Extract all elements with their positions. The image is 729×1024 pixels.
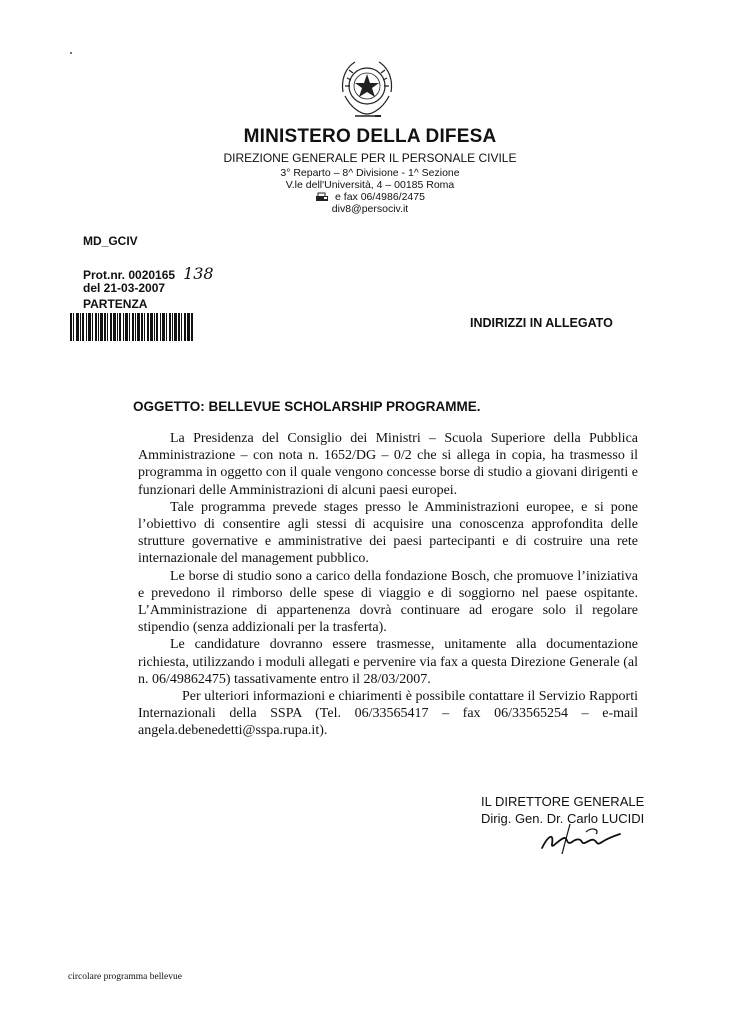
office-code: MD_GCIV [83, 234, 138, 248]
fax-number: e fax 06/4986/2475 [335, 191, 425, 203]
signatory-name: Dirig. Gen. Dr. Carlo LUCIDI [481, 811, 645, 826]
letter-body [138, 430, 638, 740]
scan-speck [70, 52, 72, 54]
protocol-date: del 21-03-2007 [83, 281, 166, 295]
protocol-direction: PARTENZA [83, 297, 148, 311]
fax-icon [315, 192, 329, 202]
barcode-icon [70, 313, 194, 341]
ministry-title: MINISTERO DELLA DIFESA [243, 126, 497, 147]
subject-line: OGGETTO: BELLEVUE SCHOLARSHIP PROGRAMME. [133, 399, 481, 414]
signatory-title: IL DIRETTORE GENERALE [481, 794, 645, 809]
body-paragraph: Le candidature dovranno essere trasmesse, unitamente alla documentazione richiesta, utilizzando i moduli allegati e pervenire via fax a questa Direzione Generale (al n. 06/49862475) tassativamente entro il 28/03/2007. [138, 637, 638, 687]
handwritten-signature-icon [540, 818, 640, 858]
footer-filename: circolare programma bellevue [68, 972, 182, 982]
address-line: V.le dell'Università, 4 – 00185 Roma [285, 179, 455, 191]
protocol-number-text: Prot.nr. 0020165 [83, 268, 176, 282]
recipients-label: INDIRIZZI IN ALLEGATO [470, 316, 613, 330]
body-paragraph: Tale programma prevede stages presso le Amministrazioni europee, e si pone l’obiettivo di consentire agli stessi di acquisire una conoscenza approfondita delle strutture governative e amministrative dei paesi partecipanti e di costruire una rete internazionale del management pubblico. [138, 499, 638, 567]
italian-republic-emblem-icon [335, 56, 399, 122]
body-paragraph: Le borse di studio sono a carico della fondazione Bosch, che promuove l’iniziativa e prevedono il rimborso delle spese di viaggio e di soggiorno nel paese ospitante. L’Amministrazione di appartenenza dovrà continuare ad erogare solo il regolare stipendio (senza addizionali per la trasferta). [138, 568, 638, 636]
handwritten-protocol-note: 138 [183, 264, 214, 283]
fax-line [200, 191, 540, 203]
department-line: 3° Reparto – 8^ Divisione - 1^ Sezione [280, 167, 460, 179]
email-line: div8@persociv.it [331, 203, 409, 215]
body-paragraph: La Presidenza del Consiglio dei Ministri – Scuola Superiore della Pubblica Amministrazione – con nota n. 1652/DG – 0/2 che si allega in copia, ha trasmesso il programma in oggetto con il quale vengono concesse borse di studio a giovani dirigenti e funzionari delle Amministrazioni di alcuni paesi europei. [138, 431, 638, 498]
directorate-line: DIREZIONE GENERALE PER IL PERSONALE CIVILE [223, 151, 517, 165]
body-paragraph: Per ulteriori informazioni e chiarimenti è possibile contattare il Servizio Rapporti Internazionali della SSPA (Tel. 06/33565417 – fax 06/33565254 – e-mail angela.debenedetti@sspa.rupa.it). [138, 689, 638, 739]
